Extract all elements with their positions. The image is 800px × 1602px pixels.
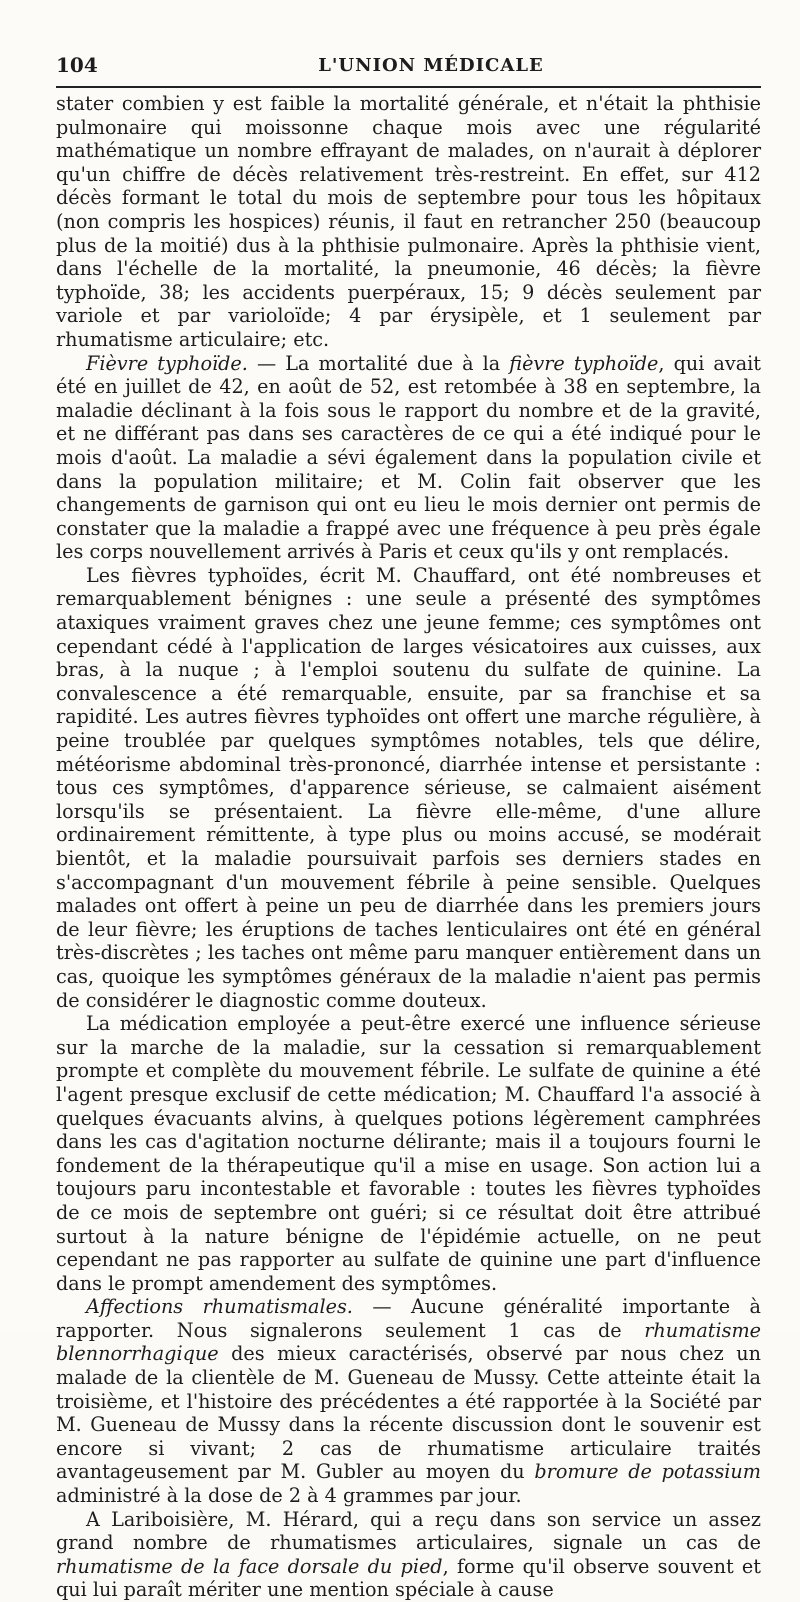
paragraph bbox=[56, 352, 761, 564]
paragraph bbox=[56, 1508, 761, 1602]
page-header bbox=[56, 50, 761, 80]
italic-phrase: Affections rhumatismales. bbox=[86, 1295, 353, 1319]
text-run: des mieux caractérisés, observé par nous chez un malade de la clientèle de M. Gueneau de Mussy. Cette atteinte était la troisième, et l'histoire des précédentes a été rapportée à la Société par M. Gueneau de Mussy dans la récente discussion dont le souvenir est encore si vivant; 2 cas de rhumatisme articulaire traités avantageusement par M. Gubler au moyen du bbox=[56, 1342, 761, 1484]
italic-phrase: bromure de potassium bbox=[534, 1460, 761, 1484]
running-title: L'UNION MÉDICALE bbox=[318, 54, 544, 76]
article-body bbox=[56, 92, 761, 1602]
text-run: A Lariboisière, M. Hérard, qui a reçu dans son service un assez grand nombre de rhumatismes articulaires, signale un cas de bbox=[56, 1507, 761, 1555]
text-run: , qui avait été en juillet de 42, en août de 52, est retombée à 38 en septembre, la maladie déclinant à la fois sous le rapport du nombre et de la gravité, et ne différant pas dans ses caractères de ce qui a été indiqué pour le mois d'août. La maladie a sévi également dans la population civile et dans la population militaire; et M. Colin fait observer que les changements de garnison qui ont eu lieu le mois dernier ont permis de constater que la maladie a frappé avec une fréquence à peu près égale les corps nouvellement arrivés à Paris et ceux qu'ils y ont remplacés. bbox=[56, 351, 762, 564]
italic-phrase: rhumatisme de la face dorsale du pied bbox=[56, 1554, 443, 1578]
italic-phrase: Fièvre typhoïde. bbox=[86, 351, 248, 375]
text-run: , forme qu'il observe souvent et qui lui paraît mériter une mention spéciale à cause bbox=[56, 1554, 761, 1602]
italic-phrase: rhumatisme blennorrhagique bbox=[56, 1318, 761, 1366]
paragraph bbox=[56, 92, 761, 352]
paragraph bbox=[56, 1012, 761, 1295]
paragraph bbox=[56, 1295, 761, 1507]
header-rule bbox=[56, 86, 761, 88]
italic-phrase: fièvre typhoïde bbox=[509, 351, 659, 375]
page-number: 104 bbox=[56, 53, 98, 77]
text-run: stater combien y est faible la mortalité générale, et n'était la phthisie pulmonaire qui moissonne chaque mois avec une régularité mathématique un nombre effrayant de malades, on n'aurait à déplorer qu'un chiffre de décès relativement très-restreint. En effet, sur 412 décès formant le total du mois de septembre pour tous les hôpitaux (non compris les hospices) réunis, il faut en retrancher 250 (beaucoup plus de la moitié) dus à la phthisie pulmonaire. Après la phthisie vient, dans l'échelle de la mortalité, la pneumonie, 46 décès; la fièvre typhoïde, 38; les accidents puerpéraux, 15; 9 décès seulement par variole et par varioloïde; 4 par érysipèle, et 1 seulement par rhumatisme articulaire; etc. bbox=[56, 92, 761, 351]
text-run: — La mortalité due à la bbox=[247, 351, 510, 375]
paragraph bbox=[56, 564, 761, 1012]
text-run: administré à la dose de 2 à 4 grammes par jour. bbox=[56, 1484, 522, 1508]
text-run: La médication employée a peut-être exercé une influence sérieuse sur la marche de la maladie, sur la cessation si remarquablement prompte et complète du mouvement fébrile. Le sulfate de quinine a été l'agent presque exclusif de cette médication; M. Chauffard l'a associé à quelques évacuants alvins, à quelques potions légèrement camphrées dans les cas d'agitation nocturne délirante; mais il a toujours fourni le fondement de la thérapeutique qu'il a mise en usage. Son action lui a toujours paru incontestable et favorable : toutes les fièvres typhoïdes de ce mois de septembre ont guéri; si ce résultat doit être attribué surtout à la nature bénigne de l'épidémie actuelle, on ne peut cependant ne pas rapporter au sulfate de quinine une part d'influence dans le prompt amendement des symptômes. bbox=[56, 1012, 761, 1295]
text-run: Les fièvres typhoïdes, écrit M. Chauffard, ont été nombreuses et remarquablement bénignes : une seule a présenté des symptômes ataxiques vraiment graves chez une jeune femme; ces symptômes ont cependant cédé à l'application de larges vésicatoires aux cuisses, aux bras, à la nuque ; à l'emploi soutenu du sulfate de quinine. La convalescence a été remarquable, ensuite, par sa franchise et sa rapidité. Les autres fièvres typhoïdes ont offert une marche régulière, à peine troublée par quelques symptômes notables, tels que délire, météorisme abdominal très-prononcé, diarrhée intense et persistante : tous ces symptômes, d'apparence sérieuse, se calmaient aisément lorsqu'ils se présentaient. La fièvre elle-même, d'une allure ordinairement rémittente, à type plus ou moins accusé, se modérait bientôt, et la maladie poursuivait parfois ses derniers stades en s'accompagnant d'un mouvement fébrile à peine sensible. Quelques malades ont offert à peine un peu de diarrhée dans les premiers jours de leur fièvre; les éruptions de taches lenticulaires ont été en général très-discrètes ; les taches ont même paru manquer entièrement dans un cas, quoique les symptômes généraux de la maladie n'aient pas permis de considérer le diagnostic comme douteux. bbox=[56, 563, 761, 1012]
text-run: — Aucune généralité importante à rapporter. Nous signalerons seulement 1 cas de bbox=[56, 1295, 761, 1342]
